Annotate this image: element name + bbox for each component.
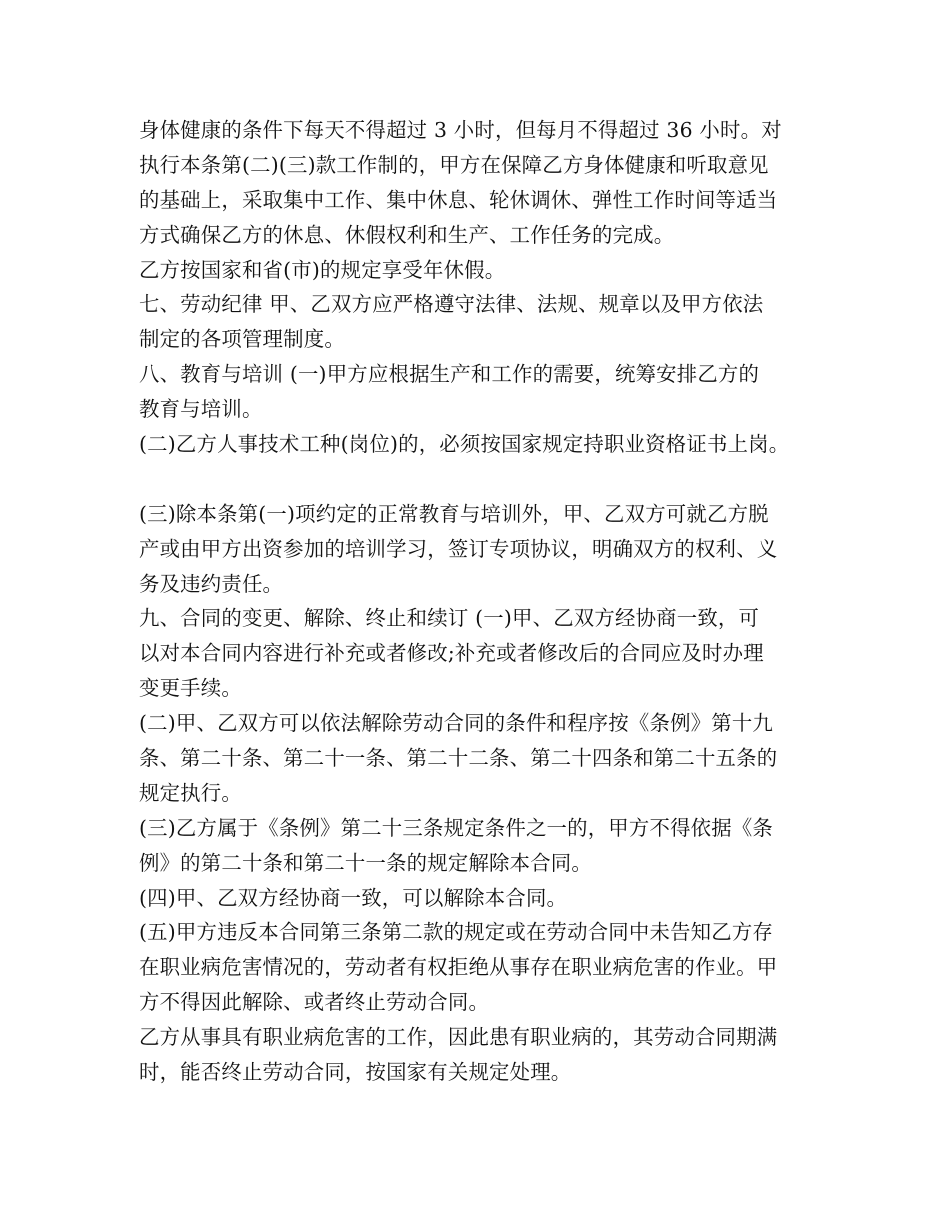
text-line: 在职业病危害情况的，劳动者有权拒绝从事存在职业病危害的作业。甲: [139, 955, 778, 980]
text-line: (三)乙方属于《条例》第二十三条规定条件之一的，甲方不得依据《条: [139, 815, 774, 840]
text-line: 时，能否终止劳动合同，按国家有关规定处理。: [139, 1060, 572, 1085]
text-line: 乙方从事具有职业病危害的工作，因此患有职业病的，其劳动合同期满: [139, 1025, 778, 1050]
section-heading-line: 八、教育与培训 (一)甲方应根据生产和工作的需要，统筹安排乙方的: [139, 362, 760, 387]
text-line: (三)除本条第(一)项约定的正常教育与培训外，甲、乙双方可就乙方脱: [139, 501, 769, 526]
text-line: (二)乙方人事技术工种(岗位)的，必须按国家规定持职业资格证书上岗。: [139, 432, 790, 457]
text-line: 乙方按国家和省(市)的规定享受年休假。: [139, 257, 506, 282]
text-line: 执行本条第(二)(三)款工作制的，甲方在保障乙方身体健康和听取意见: [139, 152, 769, 177]
text-line: (五)甲方违反本合同第三条第二款的规定或在劳动合同中未告知乙方存: [139, 920, 774, 945]
text-line: 产或由甲方出资参加的培训学习，签订专项协议，明确双方的权利、义: [139, 536, 778, 561]
section-heading-line: 九、合同的变更、解除、终止和续订 (一)甲、乙双方经协商一致，可: [139, 606, 760, 631]
text-line: 变更手续。: [139, 676, 242, 701]
text-line: 身体健康的条件下每天不得超过 3 小时，但每月不得超过 36 小时。对: [139, 118, 782, 142]
text-line: 例》的第二十条和第二十一条的规定解除本合同。: [139, 850, 592, 875]
text-line: 规定执行。: [139, 780, 242, 805]
blank-line: [139, 462, 829, 497]
text-line: 方式确保乙方的休息、休假权利和生产、工作任务的完成。: [139, 222, 675, 247]
text-line: 制定的各项管理制度。: [139, 327, 345, 352]
text-line: 教育与培训。: [139, 397, 263, 422]
document-page: [139, 113, 829, 1090]
text-line: 方不得因此解除、或者终止劳动合同。: [139, 990, 490, 1015]
text-line: 以对本合同内容进行补充或者修改;补充或者修改后的合同应及时办理: [139, 641, 764, 666]
text-line: 的基础上，采取集中工作、集中休息、轮休调休、弹性工作时间等适当: [139, 187, 778, 212]
text-line: (四)甲、乙双方经协商一致，可以解除本合同。: [139, 885, 568, 910]
section-heading-line: 七、劳动纪律 甲、乙双方应严格遵守法律、法规、规章以及甲方依法: [139, 292, 764, 317]
text-line: (二)甲、乙双方可以依法解除劳动合同的条件和程序按《条例》第十九: [139, 711, 774, 736]
text-line: 条、第二十条、第二十一条、第二十二条、第二十四条和第二十五条的: [139, 746, 778, 771]
text-line: 务及违约责任。: [139, 571, 284, 596]
